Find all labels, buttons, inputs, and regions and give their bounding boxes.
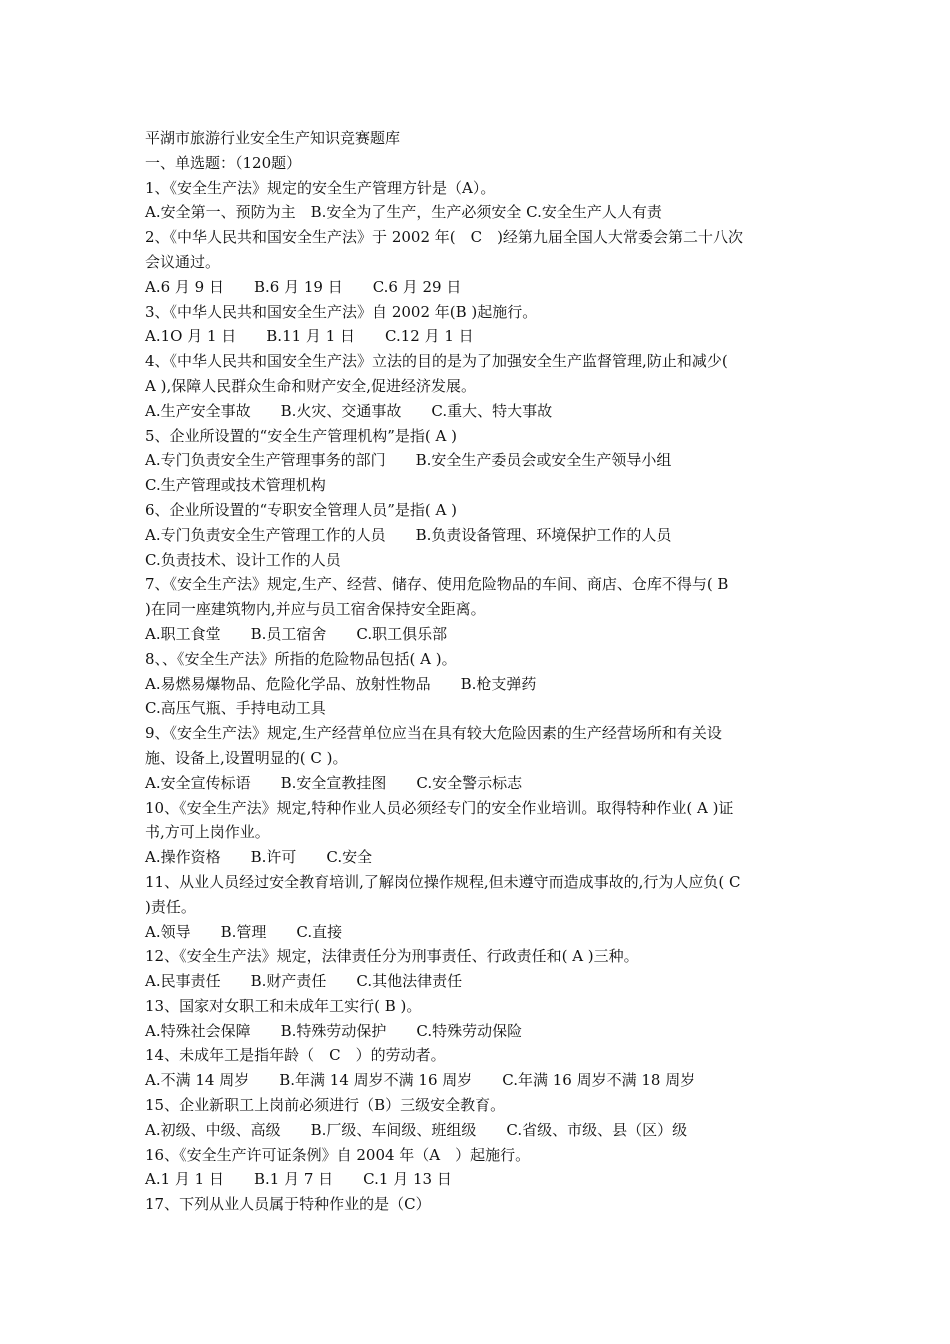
text-line: 1、《安全生产法》规定的安全生产管理方针是（A）。 <box>145 178 496 197</box>
text-line: 16、《安全生产许可证条例》自 2004 年（A ）起施行。 <box>145 1145 531 1164</box>
text-line: A.易燃易爆物品、危险化学品、放射性物品 B.枪支弹药 <box>145 674 537 693</box>
text-line: 会议通过。 <box>145 252 221 271</box>
text-line: 11、从业人员经过安全教育培训,了解岗位操作规程,但未遵守而造成事故的,行为人应负( C <box>145 872 741 891</box>
text-line: A.1 月 1 日 B.1 月 7 日 C.1 月 13 日 <box>145 1170 452 1189</box>
text-line: 施、设备上,设置明显的( C )。 <box>145 748 348 767</box>
text-line: 13、国家对女职工和未成年工实行( B )。 <box>145 996 422 1015</box>
text-line: A.6 月 9 日 B.6 月 19 日 C.6 月 29 日 <box>145 277 462 296</box>
text-line: A.特殊社会保障 B.特殊劳动保护 C.特殊劳动保险 <box>145 1021 523 1040</box>
text-line: A.职工食堂 B.员工宿舍 C.职工俱乐部 <box>145 624 448 643</box>
text-line: 5、企业所设置的“安全生产管理机构”是指( A ) <box>145 426 457 445</box>
section-heading: 一、单选题：（120题） <box>145 153 302 172</box>
text-line: A.安全宣传标语 B.安全宣教挂图 C.安全警示标志 <box>145 773 523 792</box>
text-line: 12、《安全生产法》规定，法律责任分为刑事责任、行政责任和( A )三种。 <box>145 947 639 966</box>
document-body <box>145 126 815 1217</box>
text-line: 14、未成年工是指年龄（ C ）的劳动者。 <box>145 1046 446 1065</box>
text-line: 3、《中华人民共和国安全生产法》自 2002 年(B )起施行。 <box>145 302 538 321</box>
text-line: 6、企业所设置的“专职安全管理人员”是指( A ) <box>145 500 457 519</box>
text-line: C.高压气瓶、手持电动工具 <box>145 699 326 718</box>
text-line: 书,方可上岗作业。 <box>145 823 270 842</box>
text-line: 9、《安全生产法》规定,生产经营单位应当在具有较大危险因素的生产经营场所和有关设 <box>145 724 722 743</box>
text-line: 8、、《安全生产法》所指的危险物品包括( A )。 <box>145 649 457 668</box>
text-line: )在同一座建筑物内,并应与员工宿舍保持安全距离。 <box>145 600 486 619</box>
text-line: 10、《安全生产法》规定,特种作业人员必须经专门的安全作业培训。取得特种作业( A )证 <box>145 798 734 817</box>
text-line: 7、《安全生产法》规定,生产、经营、储存、使用危险物品的车间、商店、仓库不得与( B <box>145 575 729 594</box>
text-line: A.民事责任 B.财产责任 C.其他法律责任 <box>145 972 463 991</box>
text-line: A.专门负责安全生产管理工作的人员 B.负责设备管理、环境保护工作的人员 <box>145 525 672 544</box>
text-line: A.1O 月 1 日 B.11 月 1 日 C.12 月 1 日 <box>145 327 474 346</box>
text-line: A ),保障人民群众生命和财产安全,促进经济发展。 <box>145 376 476 395</box>
text-line: C.生产管理或技术管理机构 <box>145 476 326 495</box>
text-line: A.安全第一、预防为主 B.安全为了生产，生产必须安全 C.安全生产人人有责 <box>145 203 662 222</box>
text-line: A.领导 B.管理 C.直接 <box>145 922 343 941</box>
text-line: A.操作资格 B.许可 C.安全 <box>145 848 373 867</box>
text-line: A.专门负责安全生产管理事务的部门 B.安全生产委员会或安全生产领导小组 <box>145 451 672 470</box>
text-line: )责任。 <box>145 897 196 916</box>
text-line: 17、下列从业人员属于特种作业的是（C） <box>145 1195 431 1214</box>
document-title: 平湖市旅游行业安全生产知识竞赛题库 <box>145 129 401 147</box>
text-line: 4、《中华人民共和国安全生产法》立法的目的是为了加强安全生产监督管理,防止和减少( <box>145 352 728 371</box>
text-line: 2、《中华人民共和国安全生产法》于 2002 年( C )经第九届全国人大常委会第二十八次 <box>145 228 743 247</box>
text-line: A.初级、中级、高级 B.厂级、车间级、班组级 C.省级、市级、县（区）级 <box>145 1120 688 1139</box>
text-line: A.不满 14 周岁 B.年满 14 周岁不满 16 周岁 C.年满 16 周岁不满 18 周岁 <box>145 1071 696 1090</box>
text-line: 15、企业新职工上岗前必须进行（B）三级安全教育。 <box>145 1096 506 1115</box>
text-line: C.负责技术、设计工作的人员 <box>145 550 341 569</box>
text-line: A.生产安全事故 B.火灾、交通事故 C.重大、特大事故 <box>145 401 553 420</box>
